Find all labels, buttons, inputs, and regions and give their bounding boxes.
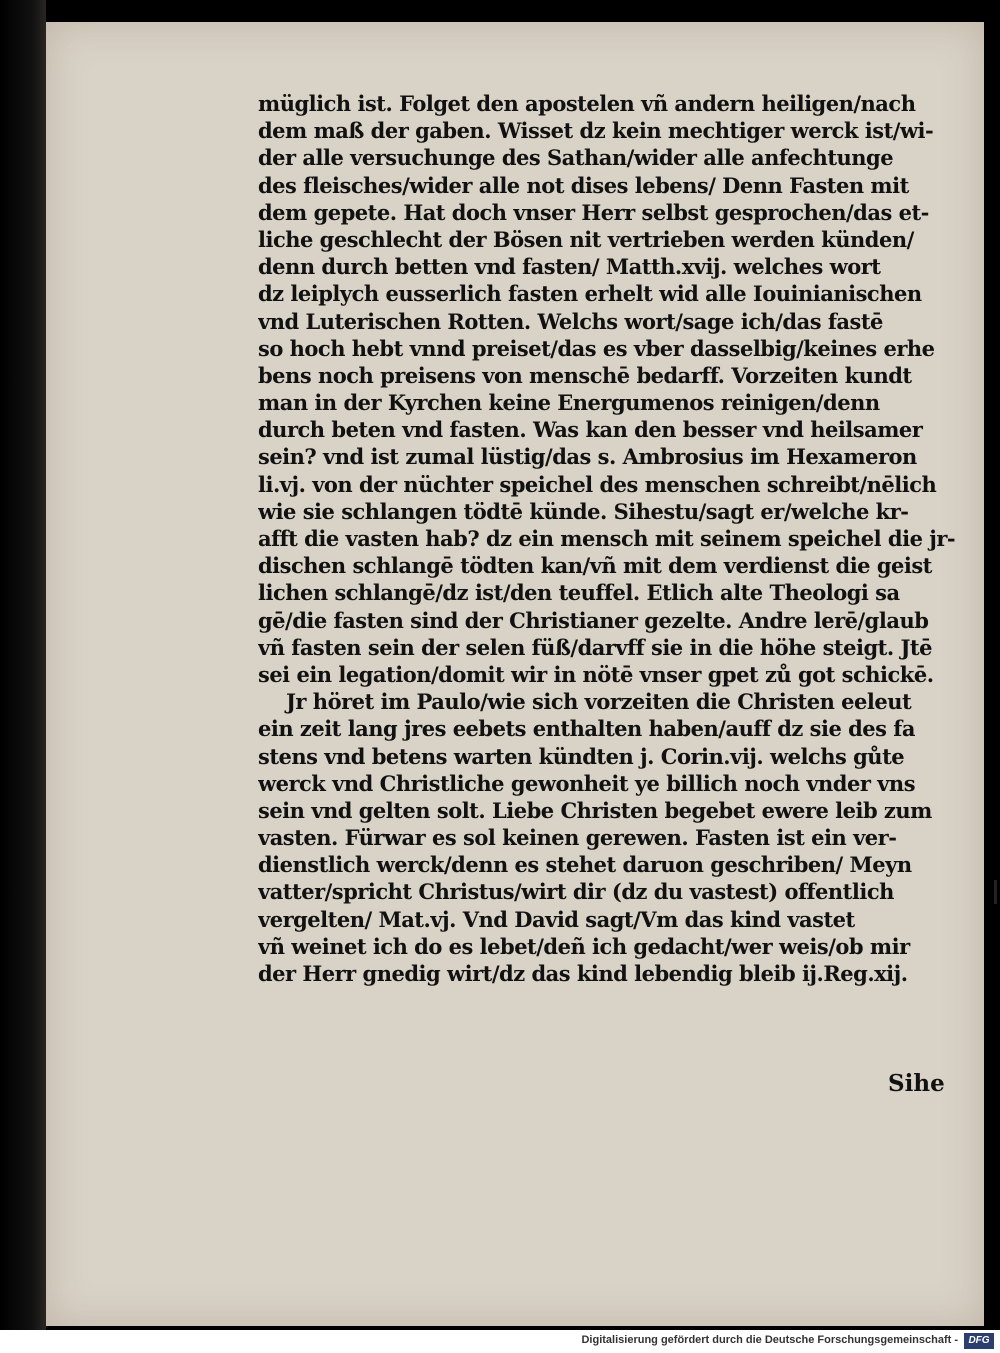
catchword: Sihe [888, 1070, 945, 1097]
text-line: müglich ist. Folget den apostelen vñ andern heiligen/nach [258, 91, 916, 116]
text-line: dischen schlangē tödten kan/vñ mit dem verdienst die geist [258, 553, 932, 579]
text-line: Jr höret im Paulo/wie sich vorzeiten die Christen eeleut [286, 689, 912, 715]
text-line: wie sie schlangen tödtē künde. Sihestu/sagt er/welche kr- [258, 498, 909, 524]
text-line: vatter/spricht Christus/wirt dir (dz du vastest) offentlich [258, 879, 894, 905]
text-line: des fleisches/wider alle not dises lebens/ Denn Fasten mit [258, 172, 909, 198]
text-line: vergelten/ Mat.vj. Vnd David sagt/Vm das kind vastet [258, 906, 855, 932]
text-line: vñ fasten sein der selen füß/darvff sie in die höhe steigt. Jtē [258, 634, 932, 660]
text-line: vasten. Fürwar es sol keinen gerewen. Fasten ist ein ver- [258, 825, 897, 851]
funding-notice: Digitalisierung gefördert durch die Deutsche Forschungsgemeinschaft - [581, 1334, 958, 1346]
text-line: denn durch betten vnd fasten/ Matth.xvij. welches wort [258, 254, 881, 280]
text-line: gē/die fasten sind der Christianer gezelte. Andre lerē/glaub [258, 607, 929, 633]
text-line: dem maß der gaben. Wisset dz kein mechtiger werck ist/wi- [258, 118, 934, 144]
text-line: dem gepete. Hat doch vnser Herr selbst gesprochen/das et- [258, 199, 929, 225]
text-line: werck vnd Christliche gewonheit ye billich noch vnder vns [258, 770, 916, 796]
text-line: man in der Kyrchen keine Energumenos reinigen/denn [258, 390, 880, 416]
text-line: sei ein legation/domit wir in nötē vnser gpet zů got schickē. [258, 661, 934, 687]
text-block [258, 90, 958, 987]
text-line: vñ weinet ich do es lebet/deñ ich gedacht/wer weis/ob mir [258, 933, 910, 959]
text-line: afft die vasten hab? dz ein mensch mit seinem speichel die jr- [258, 526, 956, 551]
text-line: so hoch hebt vnnd preiset/das es vber dasselbig/keines erhe [258, 335, 935, 361]
text-line: ein zeit lang jres eebets enthalten haben/auff dz sie des fa [258, 716, 915, 742]
text-line: der Herr gnedig wirt/dz das kind lebendig bleib ij.Reg.xij. [258, 961, 908, 986]
text-line: durch beten vnd fasten. Was kan den besser vnd heilsamer [258, 417, 923, 443]
text-line: sein vnd gelten solt. Liebe Christen begebet ewere leib zum [258, 797, 932, 823]
text-line: li.vj. von der nüchter speichel des menschen schreibt/nēlich [258, 471, 937, 497]
dfg-logo-icon: DFG [964, 1333, 994, 1349]
text-line: dienstlich werck/denn es stehet daruon geschriben/ Meyn [258, 852, 912, 878]
footer-bar [0, 1330, 1000, 1353]
text-line: lichen schlangē/dz ist/den teuffel. Etlich alte Theologi sa [258, 580, 900, 606]
page-edge-mark [994, 880, 997, 904]
text-line: bens noch preisens von menschē bedarff. Vorzeiten kundt [258, 362, 912, 388]
text-line: liche geschlecht der Bösen nit vertrieben werden künden/ [258, 226, 914, 252]
text-line: dz leiplych eusserlich fasten erhelt wid alle Iouinianischen [258, 281, 922, 307]
text-line: sein? vnd ist zumal lüstig/das s. Ambrosius im Hexameron [258, 444, 917, 470]
text-line: vnd Luterischen Rotten. Welchs wort/sage ich/das fastē [258, 308, 883, 334]
text-line: der alle versuchunge des Sathan/wider alle anfechtunge [258, 145, 894, 171]
page-edge [0, 0, 46, 1353]
text-line: stens vnd betens warten kündten j. Corin.vij. welchs gůte [258, 743, 905, 769]
